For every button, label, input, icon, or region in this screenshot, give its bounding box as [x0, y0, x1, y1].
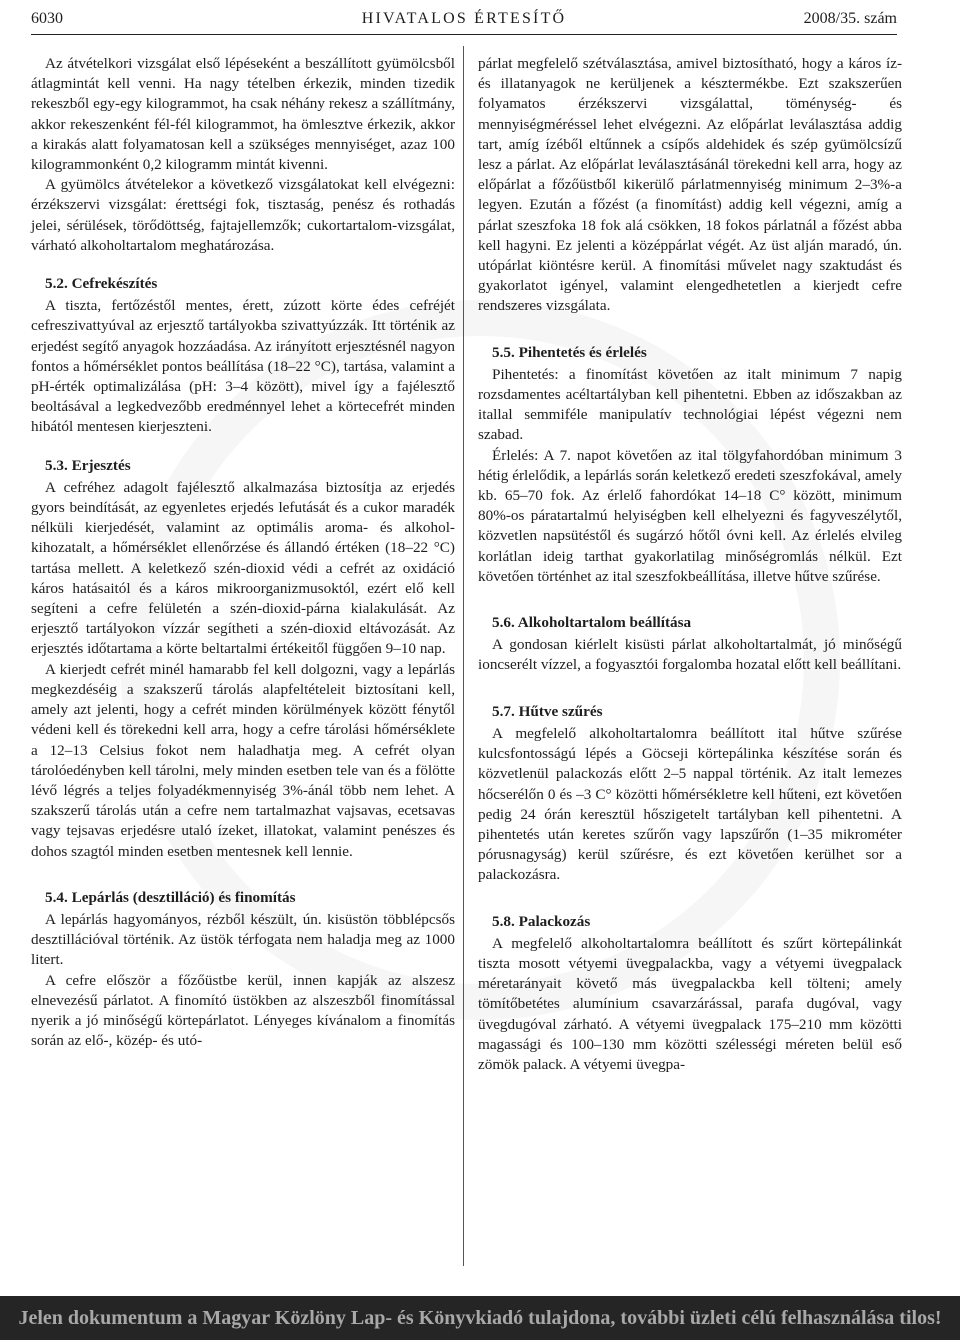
paragraph: A megfelelő alkoholtartalomra beállított ital hűtve szűrése kulcsfontosságú lépés a Göcseji körtepálinka készítése során és közvetlenül palackozás előtt 2–5 nappal történik. Az italt lemezes hőcserélőn 0 és –3 C° közötti hőmérsékletre kell hűteni, ezt követően pedig 24 órán keresztül hőszigetelt tartályban kell pihentetni. A pihentetés után keretes szűrőn vagy lapszűrőn (1–35 mikrométer pórusnagyság) kerül szűrésre, és ezt követően kerülhet sor a palackozásra.	[478, 724, 902, 884]
paragraph: A cefre először a főzőüstbe kerül, innen kapják az alszesz elnevezésű párlatot. A finomító üstökben az alszeszből finomítással nyerik a jó minőségű körtepárlatot. Lényeges kívánalom a finomítás során az elő-, közép- és utó-	[31, 971, 455, 1050]
copyright-watermark-banner: Jelen dokumentum a Magyar Közlöny Lap- és Könyvkiadó tulajdona, további üzleti célú felhasználása tilos!	[0, 1296, 960, 1340]
section-heading: 5.5. Pihentetés és érlelés	[492, 343, 647, 361]
paragraph: A kierjedt cefrét minél hamarabb fel kell dolgozni, vagy a lepárlás megkezdéséig a szakszerű tárolás alapfeltételeit biztosítani kell, amely azt jelenti, hogy a cefrét minden körülmények között fénytől védeni kell és törekedni kell arra, hogy a cefre tárolási hőmérséklete a 12–13 Celsius fokot nem haladhatja meg. A cefrét olyan tárolóedényben kell tárolni, mely minden esetben tele van és a fölötte lévő légrés a teljes folyadékmennyiség 3%-ánál több nem lehet. A szakszerű tárolás után a cefre nem tartalmazhat vajsavas, ecetsavas vagy tejsavas erjedésre utaló ízeket, illatokat, valamint penészes és dohos szagtól minden esetben mentesnek kell lennie.	[31, 660, 455, 860]
section-heading: 5.6. Alkoholtartalom beállítása	[492, 614, 692, 632]
paragraph: A gyümölcs átvételekor a következő vizsgálatokat kell elvégezni: érzékszervi vizsgálat: érettségi fok, tisztaság, penész és rothadás jelei, sérülések, törődöttség, fajtajellemzők; cukortartalom-vizsgálat, várható alkoholtartalom meghatározása.	[31, 176, 455, 254]
paragraph: A cefréhez adagolt fajélesztő alkalmazása biztosítja az erjedés gyors beindítását, az egyenletes erjedés lefutását és a cukor maradék nélküli kierjedését, valamint az optimális aroma- és alkohol-kihozatalt, a hőmérséklet ellenőrzése és állandó értéken (18–22 °C) tartása mellett. A keletkező szén-dioxid védi a cefrét az oxidáció káros hatásaitól és a káros mikroorganizmusoktól, ezért elő kell segíteni a cefre felületén a szén-dioxid-párna kialakulását. Az erjesztő tartályokon vízzár segítheti a szén-dioxid eltávozását. Az erjesztés időtartama a körte beltartalmi értékeitől függően 9–10 nap.	[31, 478, 455, 658]
paragraph: párlat megfelelő szétválasztása, amivel biztosítható, hogy a káros íz- és illatanyagok ne kerüljenek a késztermékbe. Ezt szakszerűen folyamatos érzékszervi vizsgálattal, töménység- és mennyiségméréssel lehet elvégezni. Az előpárlat leválasztása addig tart, amíg ízéből eltűnnek a csípős aldehidek és szép gyümölcsízű lesz a párlat. Az előpárlat leválasztásánál törekedni kell arra, hogy az előpárlat a főzőüstből kikerülő párlatmennyiség minimum 2–3%-a legyen. Ezután a főzést (a finomítást) addig kell végezni, amíg a párlat szeszfoka 18 fok alá csökken, 18 fokos párlatnál a főzést abba kell hagyni. Ez jelenti a középpárlat végét. Az üst alján maradó, ún. utópárlat kiöntésre kerül. A finomítási művelet nagy szaktudást és gyakorlatot igényel, valamint elengedhetetlen a kierjedt cefre rendszeres vizsgálata.	[478, 55, 902, 315]
paragraph: A megfelelő alkoholtartalomra beállított és szűrt körtepálinkát tiszta mosott vétyemi üvegpalackba, vagy a vétyemi üvegpalack méretarányait követő más üvegpalackba kell tölteni; amely tömítőbetétes alumínium csavarzárással, parafa dugóval, vagy üvegdugóval zárható. A vétyemi üvegpalack 175–210 mm közötti magassági és 100–130 mm közötti szélességi méreten belül eső zömök palack. A vétyemi üvegpa-	[478, 934, 902, 1073]
paragraph: A tiszta, fertőzéstől mentes, érett, zúzott körte édes cefréjét cefreszivattyúval az erjesztő tartályokba szivattyúzzák. Itt történik az erjedést segítő anyagok hozzáadása. Az irányított erjesztésnél nagyon fontos a hőmérséklet pontos beállítása (18–22 °C), tartása, valamint a pH-érték optimalizálása (pH: 3–4 között), mivel így a fajélesztő beoltásával a legkedvezőbb eredménnyel lehet a körtecefrét minden hibától mentesen kierjeszteni.	[31, 297, 455, 436]
section-heading: 5.3. Erjesztés	[45, 456, 131, 474]
right-column	[478, 54, 902, 1075]
left-column	[31, 54, 455, 1051]
section-heading: 5.2. Cefrekészítés	[45, 275, 158, 293]
section-heading: 5.7. Hűtve szűrés	[492, 702, 603, 720]
section-heading: 5.4. Lepárlás (desztilláció) és finomítás	[45, 888, 296, 906]
column-divider	[463, 46, 464, 1266]
issue-number: 2008/35. szám	[803, 10, 897, 27]
page-header	[31, 10, 897, 32]
page-number: 6030	[31, 10, 63, 27]
header-rule	[31, 34, 897, 35]
paragraph: A gondosan kiérlelt kisüsti párlat alkoholtartalmát, jó minőségű ioncserélt vízzel, a fogyasztói forgalomba hozatal előtt kell beállítani.	[478, 636, 902, 674]
paragraph: Érlelés: A 7. napot követően az ital tölgyfahordóban minimum 3 hétig érlelődik, a lepárlás során keletkező eredeti szeszfokával, amely kb. 65–70 fok. Az érlelő fahordókat 14–18 C° között, minimum 80%-os páratartalmú helyiségben kell elhelyezni és fagyveszélytől, közvetlen napsütéstől és sugárzó hőtől óvni kell. Az érlelés elvileg korlátlan ideig tarthat gyakorlatilag minőségromlás nélkül. Ezt követően történhet az ital szeszfokbeállítása, illetve hűtve szűrése.	[478, 446, 902, 585]
section-heading: 5.8. Palackozás	[492, 912, 591, 930]
journal-title: HIVATALOS ÉRTESÍTŐ	[361, 10, 567, 27]
paragraph: A lepárlás hagyományos, rézből készült, ún. kisüstön többlépcsős desztillációval történik. Az üstök térfogata nem haladja meg az 1000 litert.	[31, 910, 455, 969]
paragraph: Pihentetés: a finomítást követően az italt minimum 7 napig rozsdamentes acéltartályban kell pihentetni. Ebben az időszakban az itallal semmiféle manipulatív technológiai lépést végezni nem szabad.	[478, 365, 902, 444]
paragraph: Az átvételkori vizsgálat első lépéseként a beszállított gyümölcsből átlagmintát kell venni. Ha nagy tételben érkezik, minden tizedik rekeszből egy-egy kilogrammot, ha csak néhány rekesz a szállítmány, akkor rekeszenként fél-fél kilogrammot, ha ömlesztve érkezik, akkor a kirakás alatt folyamatosan kell a szükséges mennyiséget, azaz 100 kilogrammonként 0,2 kilogramm mintát kivenni.	[31, 55, 455, 174]
